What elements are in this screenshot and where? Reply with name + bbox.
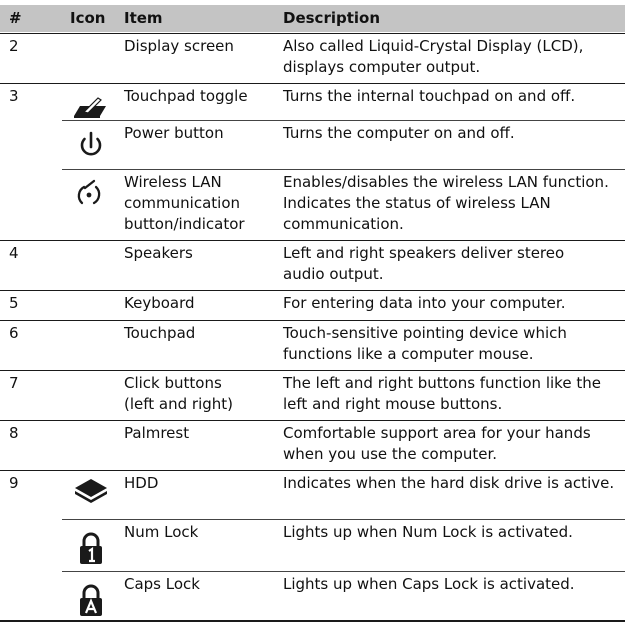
item-description: Lights up when Num Lock is activated. — [283, 523, 573, 541]
row-number: 4 — [9, 244, 19, 262]
row-divider — [0, 370, 625, 371]
row-number: 2 — [9, 37, 19, 55]
header-icon: Icon — [70, 9, 106, 27]
item-description: Indicates when the hard disk drive is active. — [283, 474, 615, 492]
touchpad-toggle-icon — [72, 94, 110, 130]
item-description: functions like a computer mouse. — [283, 345, 534, 363]
item-name: Touchpad — [124, 324, 196, 342]
row-number: 7 — [9, 374, 19, 392]
item-name: (left and right) — [124, 395, 233, 413]
table-header — [0, 5, 625, 32]
item-name: Touchpad toggle — [124, 87, 248, 105]
item-name: button/indicator — [124, 215, 245, 233]
row-divider — [0, 470, 625, 471]
item-name: Power button — [124, 124, 224, 142]
item-name: Display screen — [124, 37, 234, 55]
item-description: left and right mouse buttons. — [283, 395, 503, 413]
num-lock-icon — [72, 530, 110, 566]
row-number: 9 — [9, 474, 19, 492]
power-icon — [72, 129, 110, 165]
item-name: communication — [124, 194, 241, 212]
hdd-icon — [72, 476, 110, 512]
item-description: when you use the computer. — [283, 445, 498, 463]
item-description: Left and right speakers deliver stereo — [283, 244, 565, 262]
item-name: HDD — [124, 474, 159, 492]
item-description: Comfortable support area for your hands — [283, 424, 591, 442]
item-name: Wireless LAN — [124, 173, 222, 191]
row-divider — [0, 320, 625, 321]
item-description: Turns the internal touchpad on and off. — [283, 87, 576, 105]
caps-lock-icon — [72, 582, 110, 618]
row-number: 8 — [9, 424, 19, 442]
row-divider — [62, 571, 625, 572]
row-divider — [62, 120, 625, 121]
item-description: Indicates the status of wireless LAN — [283, 194, 551, 212]
row-number: 5 — [9, 294, 19, 312]
item-description: Touch-sensitive pointing device which — [283, 324, 567, 342]
row-number: 6 — [9, 324, 19, 342]
header-number: # — [9, 9, 22, 27]
row-divider — [0, 83, 625, 84]
item-description: For entering data into your computer. — [283, 294, 566, 312]
item-description: Lights up when Caps Lock is activated. — [283, 575, 575, 593]
item-description: displays computer output. — [283, 58, 481, 76]
row-divider — [0, 290, 625, 291]
item-name: Keyboard — [124, 294, 195, 312]
item-name: Click buttons — [124, 374, 222, 392]
item-name: Num Lock — [124, 523, 199, 541]
item-description: communication. — [283, 215, 404, 233]
item-name: Caps Lock — [124, 575, 200, 593]
item-description: audio output. — [283, 265, 384, 283]
item-description: Turns the computer on and off. — [283, 124, 515, 142]
row-divider — [62, 519, 625, 520]
item-name: Speakers — [124, 244, 193, 262]
item-description: Also called Liquid-Crystal Display (LCD), — [283, 37, 584, 55]
table-bottom-rule — [0, 620, 625, 622]
row-number: 3 — [9, 87, 19, 105]
header-description: Description — [283, 9, 381, 27]
wireless-icon — [72, 175, 110, 211]
item-description: The left and right buttons function like the — [283, 374, 601, 392]
row-divider — [0, 420, 625, 421]
row-divider — [62, 169, 625, 170]
header-item: Item — [124, 9, 163, 27]
item-name: Palmrest — [124, 424, 190, 442]
header-rule — [0, 33, 625, 34]
row-divider — [0, 240, 625, 241]
item-description: Enables/disables the wireless LAN function. — [283, 173, 609, 191]
